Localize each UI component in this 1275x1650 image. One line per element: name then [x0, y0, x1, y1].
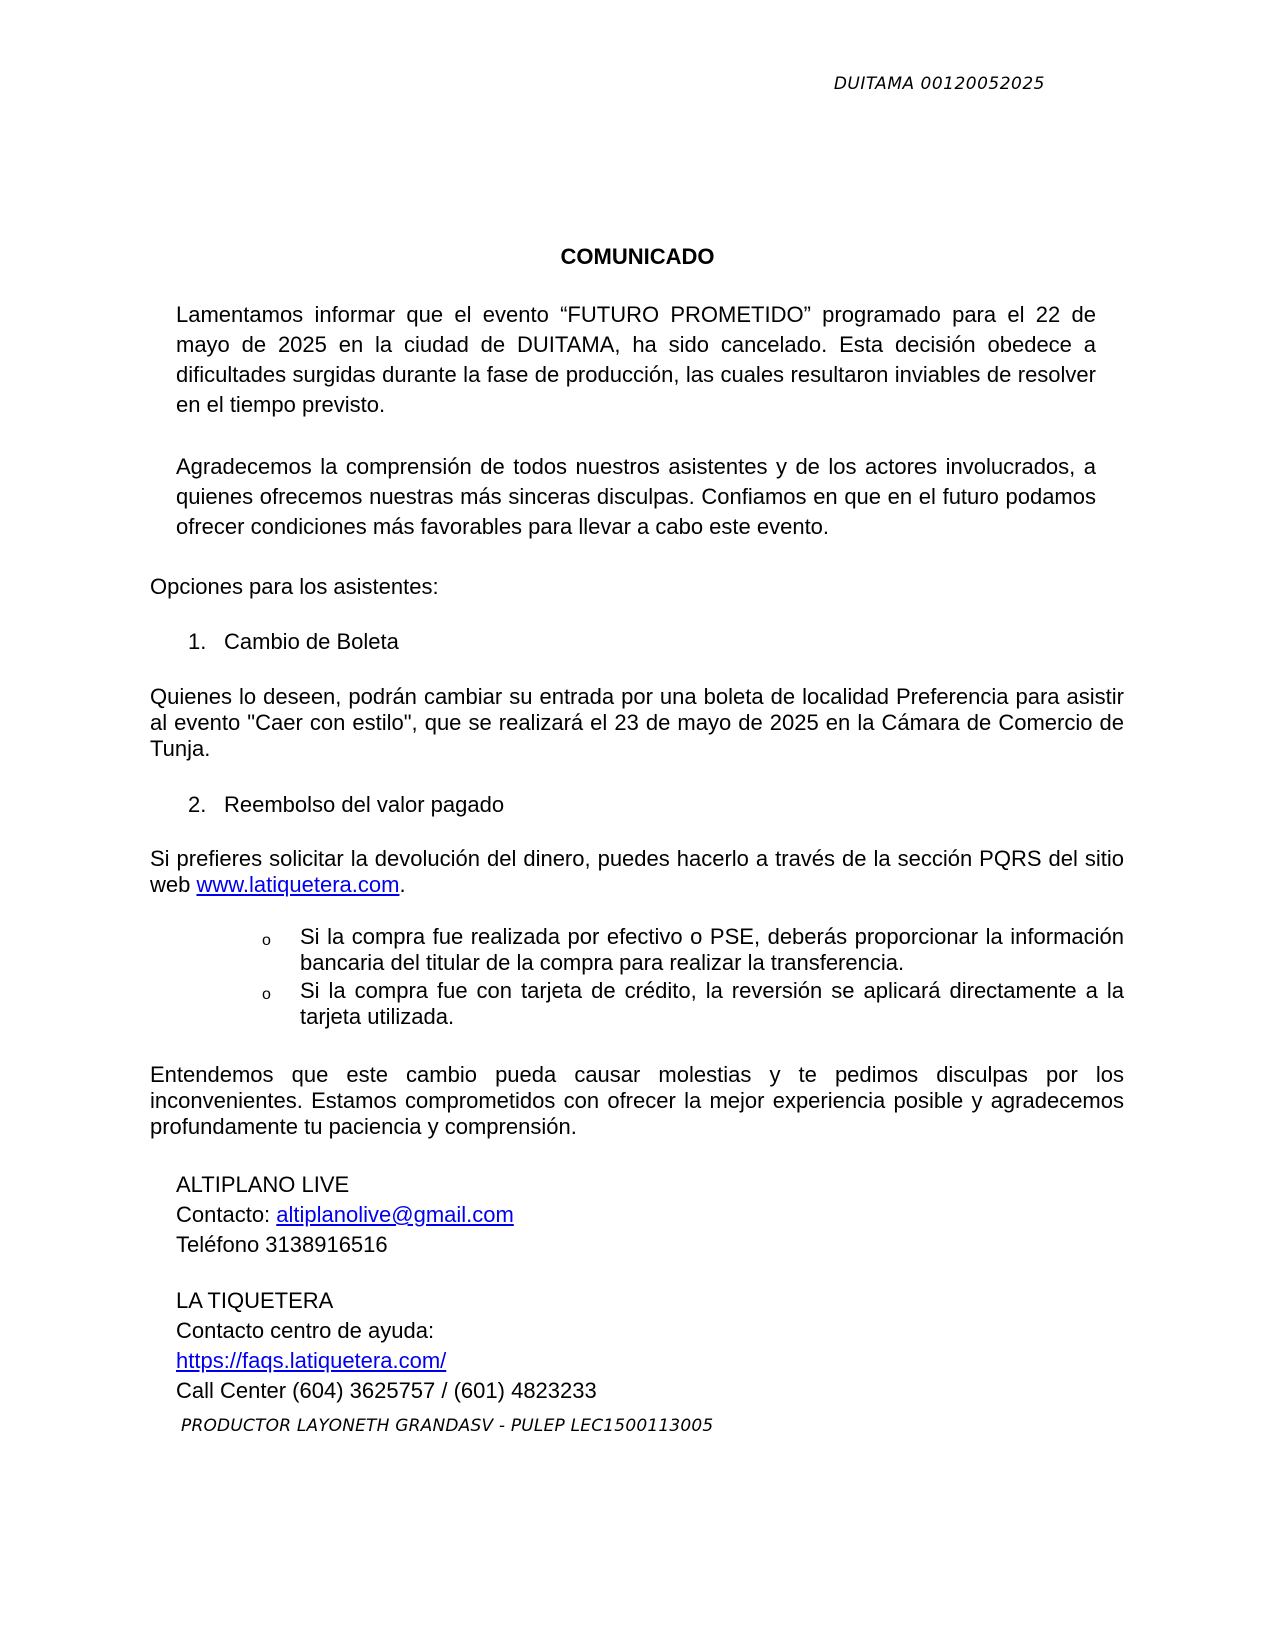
contact-tiquetera	[176, 1286, 597, 1406]
contact-altiplano	[176, 1170, 514, 1260]
latiquetera-website-link[interactable]: www.latiquetera.com	[196, 872, 400, 897]
option-2-text-end: .	[399, 872, 406, 897]
altiplano-name: ALTIPLANO LIVE	[176, 1172, 350, 1197]
option-2-item	[188, 792, 504, 818]
options-heading: Opciones para los asistentes:	[150, 574, 439, 599]
option-1-number: 1.	[188, 629, 207, 654]
document-reference: DUITAMA 00120052025	[833, 74, 1045, 94]
altiplano-email-link[interactable]: altiplanolive@gmail.com	[276, 1202, 514, 1227]
altiplano-contact-label: Contacto:	[176, 1202, 277, 1227]
bullet-marker: o	[262, 932, 271, 949]
bullet-text: Si la compra fue realizada por efectivo o PSE, deberás proporcionar la información bancaria del titular de la compra para realizar la transferencia.	[300, 924, 1124, 975]
option-2-number: 2.	[188, 792, 207, 817]
producer-footer: PRODUCTOR LAYONETH GRANDASV - PULEP LEC1500113005	[181, 1416, 714, 1436]
option-2-text: Si prefieres solicitar la devolución del dinero, puedes hacerlo a través de la sección PQRS del sitio web	[150, 846, 1124, 897]
option-2-label: Reembolso del valor pagado	[224, 792, 505, 817]
document-title: COMUNICADO	[560, 244, 715, 269]
tiquetera-faq-link[interactable]: https://faqs.latiquetera.com/	[176, 1348, 447, 1373]
altiplano-phone: Teléfono 3138916516	[176, 1232, 388, 1257]
tiquetera-call-center: Call Center (604) 3625757 / (601) 4823233	[176, 1378, 597, 1403]
tiquetera-name: LA TIQUETERA	[176, 1288, 334, 1313]
tiquetera-help-label: Contacto centro de ayuda:	[176, 1318, 435, 1343]
option-2-description	[150, 846, 1124, 898]
option-1-description: Quienes lo deseen, podrán cambiar su entrada por una boleta de localidad Preferencia para asistir al evento "Caer con estilo", que se realizará el 23 de mayo de 2025 en la Cámara de Comercio de Tunja.	[150, 684, 1124, 761]
bullet-text: Si la compra fue con tarjeta de crédito, la reversión se aplicará directamente a la tarjeta utilizada.	[300, 978, 1124, 1029]
option-1-label: Cambio de Boleta	[224, 629, 399, 654]
bullet-marker: o	[262, 986, 271, 1003]
bullet-item	[262, 978, 1124, 1030]
bullet-item	[262, 924, 1124, 976]
option-1-item	[188, 629, 399, 655]
paragraph-cancellation: Lamentamos informar que el evento “FUTURO PROMETIDO” programado para el 22 de mayo de 2025 en la ciudad de DUITAMA, ha sido cancelado. Esta decisión obedece a dificultades surgidas durante la fase de producción, las cuales resultaron inviables de resolver en el tiempo previsto.	[176, 302, 1096, 417]
paragraph-apology: Agradecemos la comprensión de todos nuestros asistentes y de los actores involucrados, a quienes ofrecemos nuestras más sinceras disculpas. Confiamos en que en el futuro podamos ofrecer condiciones más favorables para llevar a cabo este evento.	[176, 454, 1096, 539]
closing-paragraph: Entendemos que este cambio pueda causar molestias y te pedimos disculpas por los inconvenientes. Estamos comprometidos con ofrecer la mejor experiencia posible y agradecemos profundamente tu paciencia y comprensión.	[150, 1062, 1124, 1139]
altiplano-contact-line	[176, 1200, 514, 1230]
